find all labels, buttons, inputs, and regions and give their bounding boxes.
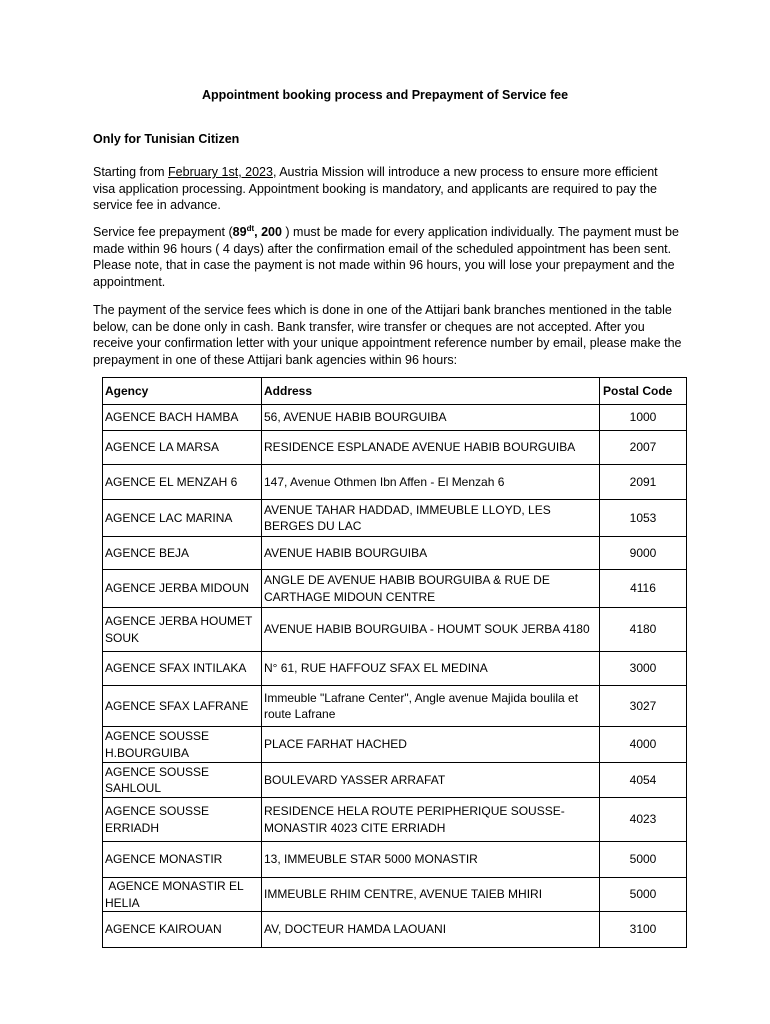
fee-amount: [233, 225, 282, 239]
agency-cell: AGENCE LAC MARINA: [103, 500, 262, 537]
agency-cell: AGENCE KAIROUAN: [103, 912, 262, 948]
address-cell: AVENUE HABIB BOURGUIBA: [262, 537, 600, 570]
agency-cell: AGENCE SOUSSE ERRIADH: [103, 798, 262, 842]
table-row: [103, 652, 687, 686]
postal-code-cell: 4180: [600, 608, 687, 652]
address-cell: AV, DOCTEUR HAMDA LAOUANI: [262, 912, 600, 948]
table-row: [103, 727, 687, 763]
postal-code-cell: 1000: [600, 405, 687, 431]
header-address: Address: [262, 378, 600, 405]
agency-cell: AGENCE LA MARSA: [103, 431, 262, 465]
address-cell: ANGLE DE AVENUE HABIB BOURGUIBA & RUE DE CARTHAGE MIDOUN CENTRE: [262, 570, 600, 608]
table-row: [103, 537, 687, 570]
payment-paragraph: The payment of the service fees which is done in one of the Attijari bank branches mentioned in the table below, can be done only in cash. Bank transfer, wire transfer or cheques are not accepted. After you receive your confirmation letter with your unique appointment reference number by email, please make the prepayment in one of these Attijari bank agencies within 96 hours:: [93, 303, 682, 367]
postal-code-cell: 2091: [600, 465, 687, 500]
agency-cell: AGENCE MONASTIR EL HELIA: [103, 878, 262, 912]
postal-code-cell: 2007: [600, 431, 687, 465]
start-date: February 1st, 2023: [168, 165, 273, 179]
table-row: [103, 405, 687, 431]
table-row: [103, 763, 687, 798]
table-row: [103, 608, 687, 652]
table-row: [103, 465, 687, 500]
fee-paragraph: [93, 224, 683, 290]
page-title: Appointment booking process and Prepayment of Service fee: [201, 88, 569, 102]
fee-amount-main: 89: [232, 225, 247, 239]
address-cell: 147, Avenue Othmen Ibn Affen - El Menzah 6: [262, 465, 600, 500]
intro-lead: Starting from: [93, 165, 169, 179]
header-postal-code: Postal Code: [600, 378, 687, 405]
agency-cell: AGENCE SOUSSE SAHLOUL: [103, 763, 262, 798]
agency-cell: AGENCE SOUSSE H.BOURGUIBA: [103, 727, 262, 763]
postal-code-cell: 4116: [600, 570, 687, 608]
agency-cell: AGENCE SFAX LAFRANE: [103, 686, 262, 727]
intro-paragraph: [93, 164, 683, 214]
postal-code-cell: 3000: [600, 652, 687, 686]
address-cell: AVENUE TAHAR HADDAD, IMMEUBLE LLOYD, LES BERGES DU LAC: [262, 500, 600, 537]
agency-cell: AGENCE JERBA HOUMET SOUK: [103, 608, 262, 652]
address-cell: BOULEVARD YASSER ARRAFAT: [262, 763, 600, 798]
address-cell: IMMEUBLE RHIM CENTRE, AVENUE TAIEB MHIRI: [262, 878, 600, 912]
postal-code-cell: 1053: [600, 500, 687, 537]
table-row: [103, 570, 687, 608]
address-cell: Immeuble "Lafrane Center", Angle avenue Majida boulila et route Lafrane: [262, 686, 600, 727]
postal-code-cell: 4000: [600, 727, 687, 763]
agency-cell: AGENCE JERBA MIDOUN: [103, 570, 262, 608]
agency-cell: AGENCE MONASTIR: [103, 842, 262, 878]
page-subtitle: Only for Tunisian Citizen: [93, 132, 240, 146]
table-row: [103, 912, 687, 948]
agency-cell: AGENCE SFAX INTILAKA: [103, 652, 262, 686]
address-cell: 56, AVENUE HABIB BOURGUIBA: [262, 405, 600, 431]
table-row: [103, 686, 687, 727]
agency-cell: AGENCE EL MENZAH 6: [103, 465, 262, 500]
table-header-row: [103, 378, 687, 405]
postal-code-cell: 4023: [600, 798, 687, 842]
table-row: [103, 842, 687, 878]
postal-code-cell: 9000: [600, 537, 687, 570]
address-cell: RESIDENCE HELA ROUTE PERIPHERIQUE SOUSSE-MONASTIR 4023 CITE ERRIADH: [262, 798, 600, 842]
postal-code-cell: 3100: [600, 912, 687, 948]
table-row: [103, 431, 687, 465]
postal-code-cell: 5000: [600, 878, 687, 912]
fee-rest: ) must be made for every application individually. The payment must be made within 96 hours ( 4 days) after the confirmation email of the scheduled appointment has been sent. Please note, that in case the payment is not made within 96 hours, you will lose your prepayment and the appointment.: [93, 225, 679, 289]
postal-code-cell: 3027: [600, 686, 687, 727]
fee-lead: Service fee prepayment (: [93, 225, 233, 239]
intro-rest: , Austria Mission will introduce a new process to ensure more efficient visa application processing. Appointment booking is mandatory, and applicants are required to pay the service fee in advance.: [93, 165, 658, 212]
address-cell: N° 61, RUE HAFFOUZ SFAX EL MEDINA: [262, 652, 600, 686]
address-cell: AVENUE HABIB BOURGUIBA - HOUMT SOUK JERBA 4180: [262, 608, 600, 652]
postal-code-cell: 5000: [600, 842, 687, 878]
fee-amount-unit: dt: [246, 223, 255, 233]
agency-cell: AGENCE BEJA: [103, 537, 262, 570]
address-cell: 13, IMMEUBLE STAR 5000 MONASTIR: [262, 842, 600, 878]
table-row: [103, 798, 687, 842]
postal-code-cell: 4054: [600, 763, 687, 798]
table-row: [103, 878, 687, 912]
table-row: [103, 500, 687, 537]
address-cell: PLACE FARHAT HACHED: [262, 727, 600, 763]
agencies-table: [102, 377, 687, 948]
header-agency: Agency: [103, 378, 262, 405]
agency-cell: AGENCE BACH HAMBA: [103, 405, 262, 431]
fee-amount-tail: , 200: [254, 225, 282, 239]
address-cell: RESIDENCE ESPLANADE AVENUE HABIB BOURGUIBA: [262, 431, 600, 465]
